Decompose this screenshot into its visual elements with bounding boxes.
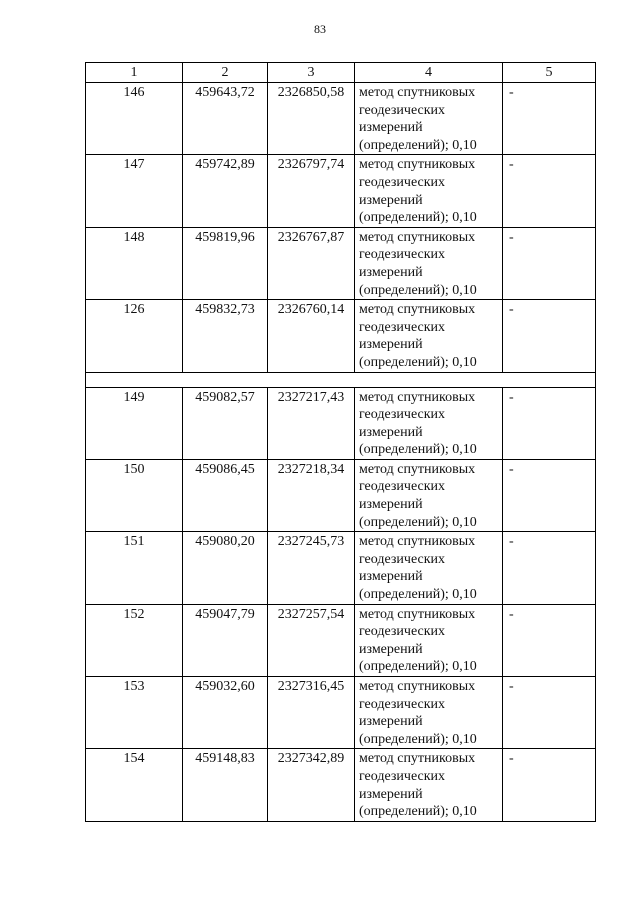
- point-number-cell: 154: [86, 749, 183, 821]
- note-cell: -: [503, 227, 596, 299]
- point-number-cell: 153: [86, 677, 183, 749]
- column-header-1: 1: [86, 63, 183, 83]
- y-coordinate-cell: 2327218,34: [268, 459, 355, 531]
- method-cell: метод спутниковых геодезических измерений (определений); 0,10: [355, 387, 503, 459]
- note-cell: -: [503, 300, 596, 372]
- column-header-2: 2: [183, 63, 268, 83]
- x-coordinate-cell: 459148,83: [183, 749, 268, 821]
- x-coordinate-cell: 459082,57: [183, 387, 268, 459]
- separator-row: [86, 372, 596, 387]
- column-header-5: 5: [503, 63, 596, 83]
- point-number-cell: 126: [86, 300, 183, 372]
- note-cell: -: [503, 749, 596, 821]
- separator-cell: [86, 372, 596, 387]
- table-row: [86, 83, 596, 155]
- method-cell: метод спутниковых геодезических измерений (определений); 0,10: [355, 155, 503, 227]
- column-header-4: 4: [355, 63, 503, 83]
- x-coordinate-cell: 459032,60: [183, 677, 268, 749]
- x-coordinate-cell: 459086,45: [183, 459, 268, 531]
- table-row: [86, 677, 596, 749]
- point-number-cell: 149: [86, 387, 183, 459]
- page-number: 83: [314, 22, 326, 36]
- table-row: [86, 749, 596, 821]
- x-coordinate-cell: 459643,72: [183, 83, 268, 155]
- x-coordinate-cell: 459819,96: [183, 227, 268, 299]
- method-cell: метод спутниковых геодезических измерений (определений); 0,10: [355, 532, 503, 604]
- y-coordinate-cell: 2327342,89: [268, 749, 355, 821]
- table-row: [86, 227, 596, 299]
- point-number-cell: 148: [86, 227, 183, 299]
- x-coordinate-cell: 459742,89: [183, 155, 268, 227]
- note-cell: -: [503, 83, 596, 155]
- table-row: [86, 387, 596, 459]
- y-coordinate-cell: 2326850,58: [268, 83, 355, 155]
- y-coordinate-cell: 2327316,45: [268, 677, 355, 749]
- x-coordinate-cell: 459047,79: [183, 604, 268, 676]
- table-row: [86, 532, 596, 604]
- point-number-cell: 146: [86, 83, 183, 155]
- coordinates-table: [85, 62, 596, 822]
- table-header-row: [86, 63, 596, 83]
- method-cell: метод спутниковых геодезических измерений (определений); 0,10: [355, 749, 503, 821]
- y-coordinate-cell: 2326797,74: [268, 155, 355, 227]
- method-cell: метод спутниковых геодезических измерений (определений); 0,10: [355, 459, 503, 531]
- note-cell: -: [503, 532, 596, 604]
- table-row: [86, 300, 596, 372]
- y-coordinate-cell: 2327245,73: [268, 532, 355, 604]
- table-row: [86, 155, 596, 227]
- note-cell: -: [503, 387, 596, 459]
- x-coordinate-cell: 459832,73: [183, 300, 268, 372]
- method-cell: метод спутниковых геодезических измерений (определений); 0,10: [355, 604, 503, 676]
- column-header-3: 3: [268, 63, 355, 83]
- x-coordinate-cell: 459080,20: [183, 532, 268, 604]
- method-cell: метод спутниковых геодезических измерений (определений); 0,10: [355, 300, 503, 372]
- note-cell: -: [503, 155, 596, 227]
- note-cell: -: [503, 459, 596, 531]
- point-number-cell: 147: [86, 155, 183, 227]
- note-cell: -: [503, 677, 596, 749]
- y-coordinate-cell: 2326767,87: [268, 227, 355, 299]
- point-number-cell: 150: [86, 459, 183, 531]
- note-cell: -: [503, 604, 596, 676]
- y-coordinate-cell: 2326760,14: [268, 300, 355, 372]
- table-row: [86, 604, 596, 676]
- table-row: [86, 459, 596, 531]
- method-cell: метод спутниковых геодезических измерений (определений); 0,10: [355, 677, 503, 749]
- point-number-cell: 152: [86, 604, 183, 676]
- y-coordinate-cell: 2327217,43: [268, 387, 355, 459]
- method-cell: метод спутниковых геодезических измерений (определений); 0,10: [355, 83, 503, 155]
- method-cell: метод спутниковых геодезических измерений (определений); 0,10: [355, 227, 503, 299]
- y-coordinate-cell: 2327257,54: [268, 604, 355, 676]
- point-number-cell: 151: [86, 532, 183, 604]
